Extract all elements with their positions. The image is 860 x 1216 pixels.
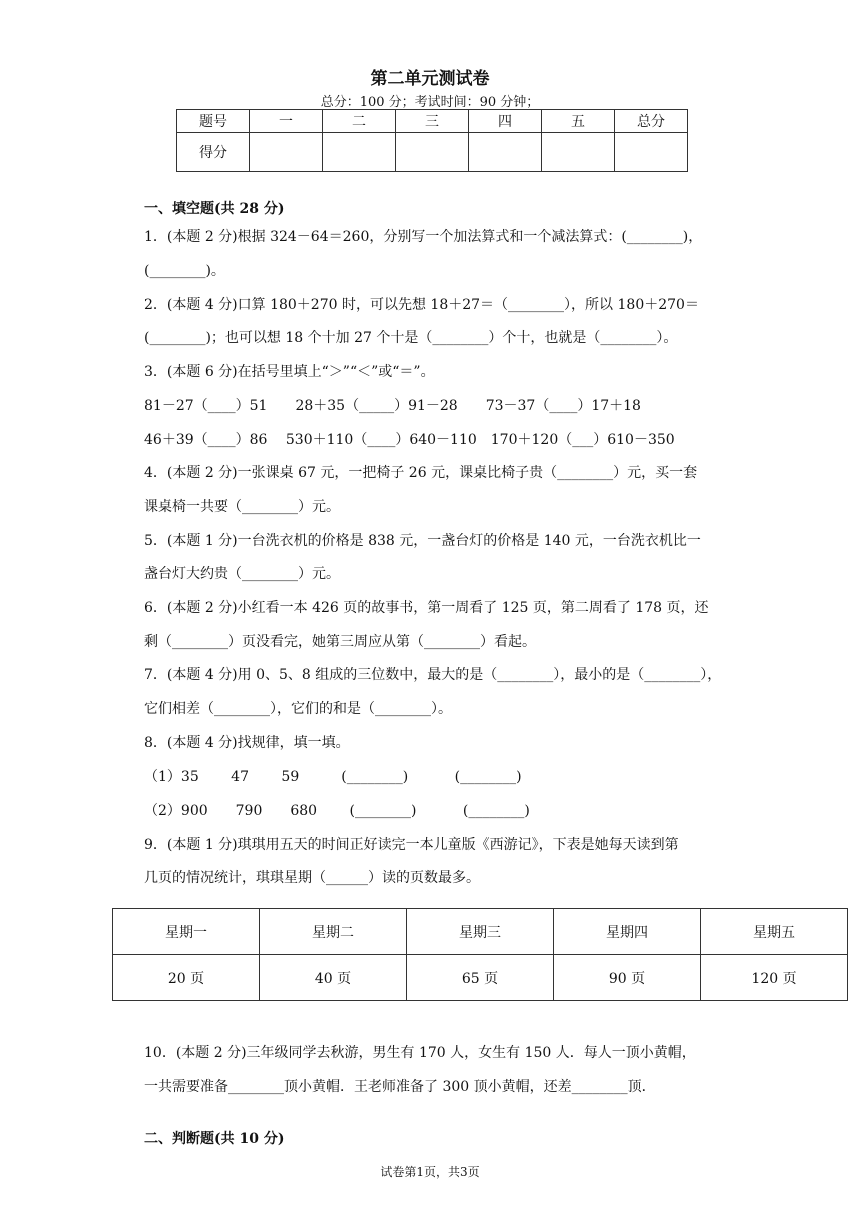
day-header-cell: 星期五 xyxy=(701,909,848,955)
page-count-cell: 20 页 xyxy=(113,955,260,1001)
score-header-cell: 五 xyxy=(542,110,615,133)
question-line: 3．(本题 6 分)在括号里填上“＞”“＜”或“＝”。 xyxy=(144,364,435,380)
question-line: 2．(本题 4 分)口算 180＋270 时，可以先想 18＋27＝（________），所以 180＋270＝ xyxy=(144,297,699,313)
section-heading-fill-blank: 一、填空题(共 28 分) xyxy=(144,201,285,217)
score-entry-cell xyxy=(396,133,469,172)
score-header-cell: 题号 xyxy=(177,110,250,133)
reading-progress-table xyxy=(112,908,848,1001)
question-line: 8．(本题 4 分)找规律，填一填。 xyxy=(144,735,350,751)
day-header-cell: 星期一 xyxy=(113,909,260,955)
page-count-cell: 65 页 xyxy=(407,955,554,1001)
exam-info: 总分：100 分；考试时间：90 分钟； xyxy=(320,95,540,110)
section-heading-true-false: 二、判断题(共 10 分) xyxy=(144,1131,285,1147)
page-title: 第二单元测试卷 xyxy=(370,69,490,89)
score-table xyxy=(176,109,688,172)
question-line: 9．(本题 1 分)琪琪用五天的时间正好读完一本儿童版《西游记》，下表是她每天读到第 xyxy=(144,837,679,853)
score-entry-cell xyxy=(615,133,688,172)
question-line: 6．(本题 2 分)小红看一本 426 页的故事书，第一周看了 125 页，第二周看了 178 页，还 xyxy=(144,600,709,616)
question-line: 1．(本题 2 分)根据 324－64＝260，分别写一个加法算式和一个减法算式：(________)， xyxy=(144,229,703,245)
day-header-cell: 星期三 xyxy=(407,909,554,955)
score-entry-cell xyxy=(323,133,396,172)
score-row-label: 得分 xyxy=(177,133,250,172)
question-line: 盏台灯大约贵（________）元。 xyxy=(144,566,340,582)
page-count-cell: 40 页 xyxy=(260,955,407,1001)
page-count-cell: 90 页 xyxy=(554,955,701,1001)
question-line: (________)。 xyxy=(144,263,225,279)
score-entry-cell xyxy=(469,133,542,172)
score-entry-cell xyxy=(250,133,323,172)
question-line: 81－27（____）51 28＋35（_____）91－28 73－37（____）17＋18 xyxy=(144,398,641,414)
score-header-cell: 一 xyxy=(250,110,323,133)
question-line: (________)；也可以想 18 个十加 27 个十是（________）个十，也就是（________）。 xyxy=(144,330,678,346)
question-line: 46＋39（____）86 530＋110（____）640－110 170＋120（___）610－350 xyxy=(144,432,675,448)
question-line: 几页的情况统计，琪琪星期（______）读的页数最多。 xyxy=(144,870,480,886)
question-line: （2）900 790 680 (________) (________) xyxy=(144,803,530,819)
question-line: 剩（________）页没看完，她第三周应从第（________）看起。 xyxy=(144,634,536,650)
question-line: （1）35 47 59 (________) (________) xyxy=(144,769,522,785)
score-entry-cell xyxy=(542,133,615,172)
score-header-cell: 三 xyxy=(396,110,469,133)
question-line: 4．(本题 2 分)一张课桌 67 元，一把椅子 26 元，课桌比椅子贵（________）元，买一套 xyxy=(144,465,698,481)
question-line: 它们相差（________），它们的和是（________）。 xyxy=(144,701,452,717)
score-header-cell: 总分 xyxy=(615,110,688,133)
day-header-cell: 星期二 xyxy=(260,909,407,955)
question-line: 7．(本题 4 分)用 0、5、8 组成的三位数中，最大的是（________），最小的是（________）， xyxy=(144,667,722,683)
day-header-cell: 星期四 xyxy=(554,909,701,955)
question-line: 10．(本题 2 分)三年级同学去秋游，男生有 170 人，女生有 150 人．每人一顶小黄帽， xyxy=(144,1045,696,1061)
question-line: 5．(本题 1 分)一台洗衣机的价格是 838 元，一盏台灯的价格是 140 元，一台洗衣机比一 xyxy=(144,533,701,549)
score-header-cell: 二 xyxy=(323,110,396,133)
question-line: 一共需要准备________顶小黄帽．王老师准备了 300 顶小黄帽，还差________顶． xyxy=(144,1079,656,1095)
page-count-cell: 120 页 xyxy=(701,955,848,1001)
question-line: 课桌椅一共要（________）元。 xyxy=(144,499,340,515)
page-footer: 试卷第1页，共3页 xyxy=(380,1165,480,1179)
score-header-cell: 四 xyxy=(469,110,542,133)
